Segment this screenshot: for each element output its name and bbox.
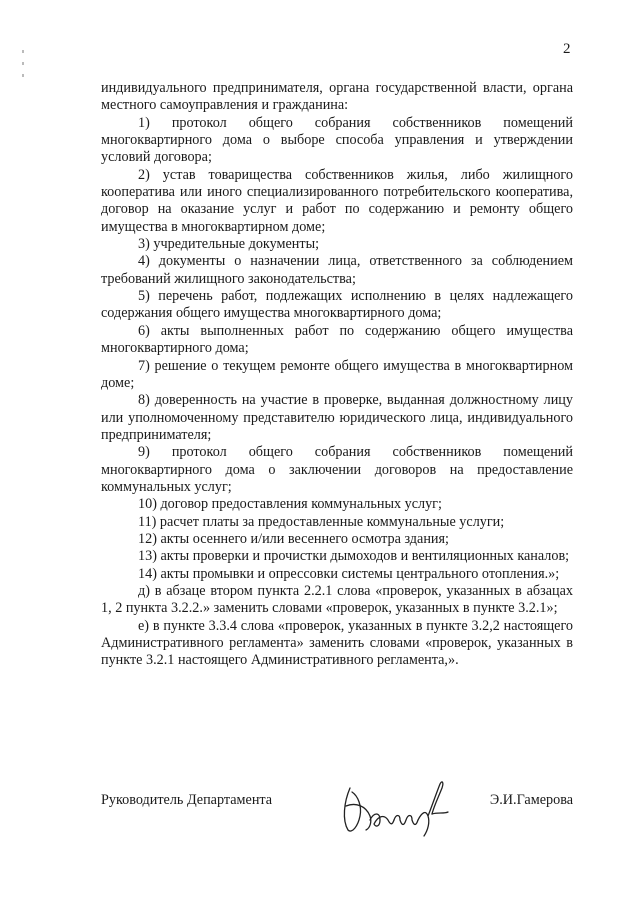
list-item: 3) учредительные документы; <box>138 236 320 253</box>
list-item: 5) перечень работ, подлежащих исполнению в целях надлежащего содержания общего имущества многоквартирного дома; <box>101 288 573 322</box>
signature-scribble <box>336 776 456 840</box>
handwritten-signature <box>336 776 456 845</box>
list-item: 8) доверенность на участие в проверке, выданная должностному лицу или уполномоченному представителю юридического лица, индивидуального предпринимателя; <box>101 392 573 443</box>
scan-mark <box>22 50 24 53</box>
list-item: 10) договор предоставления коммунальных услуг; <box>138 496 442 513</box>
list-item: 4) документы о назначении лица, ответственного за соблюдением требований жилищного законодательства; <box>101 253 573 287</box>
scan-mark <box>22 62 24 65</box>
list-item: 13) акты проверки и прочистки дымоходов и вентиляционных каналов; <box>138 548 570 565</box>
amendment-paragraph: д) в абзаце втором пункта 2.2.1 слова «проверок, указанных в абзацах 1, 2 пункта 3.2.2.» заменить словами «проверок, указанных в пункте 3.2.1»; <box>101 582 573 617</box>
scan-mark <box>22 74 24 77</box>
page-number: 2 <box>563 41 571 57</box>
paragraph: индивидуального предпринимателя, органа государственной власти, органа местного самоуправления и гражданина: <box>101 80 573 114</box>
list-item: 1) протокол общего собрания собственников помещений многоквартирного дома о выборе способа управления и утверждении условий договора; <box>101 114 573 166</box>
signature-block <box>101 780 573 840</box>
list-item: 12) акты осеннего и/или весеннего осмотра здания; <box>138 530 449 547</box>
list-item: 9) протокол общего собрания собственников помещений многоквартирного дома о заключении договоров на предоставление коммунальных услуг; <box>101 444 573 495</box>
list-item: 14) акты промывки и опрессовки системы центрального отопления.»; <box>138 565 560 582</box>
list-item: 7) решение о текущем ремонте общего имущества в многоквартирном доме; <box>101 357 573 391</box>
list-item: 11) расчет платы за предоставленные коммунальные услуги; <box>138 513 505 530</box>
list-item: 2) устав товарищества собственников жилья, либо жилищного кооператива или иного специализированного потребительского кооператива, договор на оказание услуг и работ по содержанию и ремонту общего имущества в многоквартирном доме; <box>101 166 573 235</box>
document-body <box>101 80 573 670</box>
list-item: 6) акты выполненных работ по содержанию общего имущества многоквартирного дома; <box>101 322 573 357</box>
signatory-name: Э.И.Гамерова <box>489 792 573 808</box>
amendment-paragraph: е) в пункте 3.3.4 слова «проверок, указанных в пункте 3.2,2 настоящего Административного регламента» заменить словами «проверок, указанных в пункте 3.2.1 настоящего Административного регламента,». <box>101 617 573 669</box>
signatory-title: Руководитель Департамента <box>101 792 273 808</box>
